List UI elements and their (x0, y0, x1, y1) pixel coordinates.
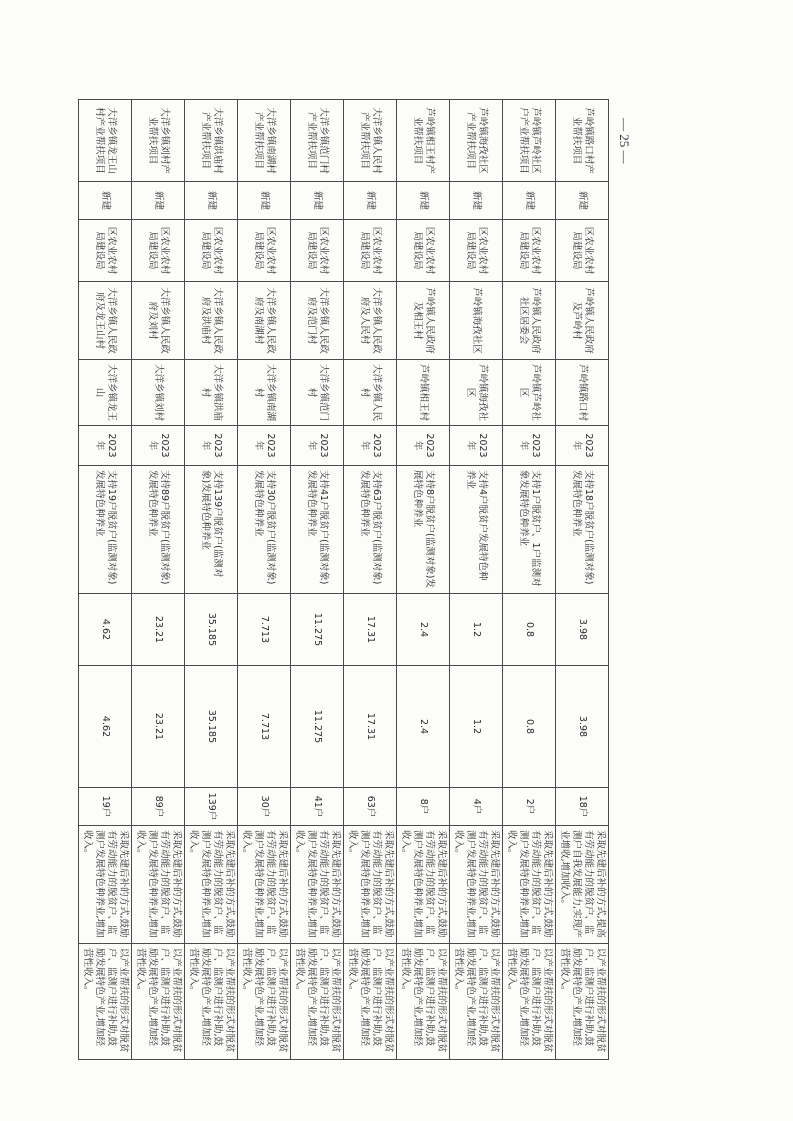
cell-content: 支持4户脱贫户发展特色种养业 (450, 466, 503, 594)
cell-mechanism: 采取先建后补的方式,鼓励有劳动能力的脱贫户、监测户发展特色种养业,增加收入。 (344, 826, 397, 944)
cell-owner: 大洋乡镇人民政府及范门村 (291, 282, 344, 360)
cell-total: 3.98 (556, 594, 609, 666)
cell-year: 2023年 (132, 426, 185, 466)
cell-year: 2023年 (397, 426, 450, 466)
cell-fund: 4.62 (79, 666, 132, 788)
cell-effect: 以产业帮扶的形式对脱贫户、监测户进行补助,鼓励发展特色产业,增加经营性收入。 (503, 944, 556, 1060)
cell-owner: 芦岭镇人民政府及相王村 (397, 282, 450, 360)
cell-content: 支持139户脱贫户(监测对象)发展特色种养业 (185, 466, 238, 594)
cell-village: 大洋乡镇南湖村 (238, 360, 291, 426)
cell-fund: 23.21 (132, 666, 185, 788)
table-row (238, 100, 291, 1060)
cell-total: 23.21 (132, 594, 185, 666)
cell-mechanism: 采取先建后补的方式,鼓励有劳动能力的脱贫户、监测户发展特色种养业,增加收入。 (450, 826, 503, 944)
table-row (556, 100, 609, 1060)
cell-village: 芦岭镇相王村 (397, 360, 450, 426)
cell-people: 4户 (450, 788, 503, 826)
cell-effect: 以产业帮扶的形式对脱贫户、监测户进行补助,鼓励发展特色产业,增加经营性收入。 (79, 944, 132, 1060)
cell-type: 新建 (132, 182, 185, 220)
table-row (450, 100, 503, 1060)
cell-name: 大洋乡镇洪庙村产业帮扶项目 (185, 100, 238, 182)
cell-owner: 芦岭镇人民政府及芦岭村 (556, 282, 609, 360)
cell-mechanism: 采取先建后补的方式,提高有劳动能力的脱贫户、监测户自我发展能力,实现产业增收,增加收入。 (556, 826, 609, 944)
cell-people: 19户 (79, 788, 132, 826)
cell-people: 18户 (556, 788, 609, 826)
cell-mechanism: 采取先建后补的方式,鼓励有劳动能力的脱贫户、监测户发展特色种养业,增加收入。 (132, 826, 185, 944)
cell-people: 139户 (185, 788, 238, 826)
cell-content: 支持19户脱贫户(监测对象)发展特色种养业 (79, 466, 132, 594)
cell-fund: 35.185 (185, 666, 238, 788)
cell-content: 支持1户脱贫户、1户监测对象发展特色种养业 (503, 466, 556, 594)
cell-unit: 区农业农村局建设局 (450, 220, 503, 282)
cell-content: 支持41户脱贫户(监测对象)发展特色种养业 (291, 466, 344, 594)
cell-unit: 区农业农村局建设局 (132, 220, 185, 282)
cell-content: 支持8户脱贫户(监测对象)发展特色种养业 (397, 466, 450, 594)
cell-year: 2023年 (291, 426, 344, 466)
cell-year: 2023年 (503, 426, 556, 466)
cell-effect: 以产业帮扶的形式对脱贫户、监测户进行补助,鼓励发展特色产业,增加经营性收入。 (556, 944, 609, 1060)
cell-fund: 3.98 (556, 666, 609, 788)
cell-unit: 区农业农村局建设局 (556, 220, 609, 282)
cell-type: 新建 (291, 182, 344, 220)
cell-owner: 大洋乡镇人民政府及洪庙村 (185, 282, 238, 360)
cell-name: 芦岭镇相王村产业帮扶项目 (397, 100, 450, 182)
cell-effect: 以产业帮扶的形式对脱贫户、监测户进行补助,鼓励发展特色产业,增加经营性收入。 (185, 944, 238, 1060)
cell-mechanism: 采取先建后补的方式,鼓励有劳动能力的脱贫户、监测户发展特色种养业,增加收入。 (79, 826, 132, 944)
cell-unit: 区农业农村局建设局 (291, 220, 344, 282)
cell-name: 芦岭镇路口村产业帮扶项目 (556, 100, 609, 182)
cell-people: 41户 (291, 788, 344, 826)
table-row (503, 100, 556, 1060)
cell-type: 新建 (556, 182, 609, 220)
cell-owner: 大洋乡镇人民政府及人民村 (344, 282, 397, 360)
cell-owner: 大洋乡镇人民政府及南湖村 (238, 282, 291, 360)
cell-total: 35.185 (185, 594, 238, 666)
cell-effect: 以产业帮扶的形式对脱贫户、监测户进行补助,鼓励发展特色产业,增加经营性收入。 (397, 944, 450, 1060)
cell-fund: 11.275 (291, 666, 344, 788)
cell-name: 大洋乡镇南湖村产业帮扶项目 (238, 100, 291, 182)
cell-year: 2023年 (79, 426, 132, 466)
cell-people: 2户 (503, 788, 556, 826)
cell-type: 新建 (450, 182, 503, 220)
cell-fund: 17.31 (344, 666, 397, 788)
cell-people: 63户 (344, 788, 397, 826)
cell-village: 芦岭镇芦岭社区 (503, 360, 556, 426)
cell-fund: 2.4 (397, 666, 450, 788)
cell-type: 新建 (344, 182, 397, 220)
cell-unit: 区农业农村局建设局 (185, 220, 238, 282)
cell-village: 大洋乡镇刘村 (132, 360, 185, 426)
table-row (185, 100, 238, 1060)
cell-type: 新建 (397, 182, 450, 220)
cell-village: 芦岭镇海孜社区 (450, 360, 503, 426)
cell-year: 2023年 (344, 426, 397, 466)
cell-unit: 区农业农村局建设局 (503, 220, 556, 282)
table-row (397, 100, 450, 1060)
cell-mechanism: 采取先建后补的方式,鼓励有劳动能力的脱贫户、监测户发展特色种养业,增加收入。 (238, 826, 291, 944)
cell-mechanism: 采取先建后补的方式,鼓励有劳动能力的脱贫户、监测户发展特色种养业,增加收入。 (291, 826, 344, 944)
cell-total: 0.8 (503, 594, 556, 666)
cell-name: 大洋乡镇龙王山村产业帮扶项目 (79, 100, 132, 182)
cell-total: 17.31 (344, 594, 397, 666)
cell-name: 大洋乡镇刘村产业帮扶项目 (132, 100, 185, 182)
cell-owner: 芦岭镇人民政府社区居委会 (503, 282, 556, 360)
cell-total: 2.4 (397, 594, 450, 666)
cell-year: 2023年 (556, 426, 609, 466)
cell-fund: 7.713 (238, 666, 291, 788)
cell-type: 新建 (79, 182, 132, 220)
cell-name: 芦岭镇海孜社区产业帮扶项目 (450, 100, 503, 182)
rotated-table-frame (82, 99, 609, 1059)
cell-mechanism: 采取先建后补的方式,鼓励有劳动能力的脱贫户、监测户发展特色种养业,增加收入。 (397, 826, 450, 944)
cell-type: 新建 (238, 182, 291, 220)
cell-mechanism: 采取先建后补的方式,鼓励有劳动能力的脱贫户、监测户发展特色种养业,增加收入。 (185, 826, 238, 944)
cell-content: 支持63户脱贫户(监测对象)发展特色种养业 (344, 466, 397, 594)
cell-people: 30户 (238, 788, 291, 826)
cell-name: 大洋乡镇范门村产业帮扶项目 (291, 100, 344, 182)
cell-type: 新建 (185, 182, 238, 220)
cell-name: 芦岭镇芦岭社区户产业帮扶项目 (503, 100, 556, 182)
table-row (79, 100, 132, 1060)
table-row (132, 100, 185, 1060)
cell-owner: 大洋乡镇人民政府及刘村 (132, 282, 185, 360)
cell-content: 支持30户脱贫户(监测对象)发展特色种养业 (238, 466, 291, 594)
cell-mechanism: 采取先建后补的方式,鼓励有劳动能力的脱贫户、监测户发展特色种养业,增加收入。 (503, 826, 556, 944)
table-row (291, 100, 344, 1060)
cell-effect: 以产业帮扶的形式对脱贫户、监测户进行补助,鼓励发展特色产业,增加经营性收入。 (238, 944, 291, 1060)
cell-village: 芦岭镇路口村 (556, 360, 609, 426)
cell-unit: 区农业农村局建设局 (397, 220, 450, 282)
cell-fund: 1.2 (450, 666, 503, 788)
cell-total: 11.275 (291, 594, 344, 666)
cell-effect: 以产业帮扶的形式对脱贫户、监测户进行补助,鼓励发展特色产业,增加经营性收入。 (450, 944, 503, 1060)
cell-type: 新建 (503, 182, 556, 220)
cell-village: 大洋乡镇人民村 (344, 360, 397, 426)
table-row (344, 100, 397, 1060)
cell-village: 大洋乡镇龙王山 (79, 360, 132, 426)
cell-content: 支持18户脱贫户(监测对象)发展特色种养业 (556, 466, 609, 594)
cell-effect: 以产业帮扶的形式对脱贫户、监测户进行补助,鼓励发展特色产业,增加经营性收入。 (132, 944, 185, 1060)
cell-village: 大洋乡镇范门村 (291, 360, 344, 426)
cell-year: 2023年 (238, 426, 291, 466)
cell-fund: 0.8 (503, 666, 556, 788)
cell-people: 89户 (132, 788, 185, 826)
cell-unit: 区农业农村局建设局 (79, 220, 132, 282)
page-number: — 25 — (617, 118, 632, 164)
cell-year: 2023年 (450, 426, 503, 466)
cell-unit: 区农业农村局建设局 (344, 220, 397, 282)
cell-year: 2023年 (185, 426, 238, 466)
cell-name: 大洋乡镇人民村产业帮扶项目 (344, 100, 397, 182)
cell-people: 8户 (397, 788, 450, 826)
cell-village: 大洋乡镇洪庙村 (185, 360, 238, 426)
project-table (78, 99, 609, 1060)
cell-content: 支持89户脱贫户(监测对象)发展特色种养业 (132, 466, 185, 594)
cell-total: 4.62 (79, 594, 132, 666)
cell-effect: 以产业帮扶的形式对脱贫户、监测户进行补助,鼓励发展特色产业,增加经营性收入。 (344, 944, 397, 1060)
cell-unit: 区农业农村局建设局 (238, 220, 291, 282)
cell-total: 7.713 (238, 594, 291, 666)
cell-total: 1.2 (450, 594, 503, 666)
cell-owner: 芦岭镇海孜社区 (450, 282, 503, 360)
cell-effect: 以产业帮扶的形式对脱贫户、监测户进行补助,鼓励发展特色产业,增加经营性收入。 (291, 944, 344, 1060)
cell-owner: 大洋乡镇人民政府及龙王山村 (79, 282, 132, 360)
